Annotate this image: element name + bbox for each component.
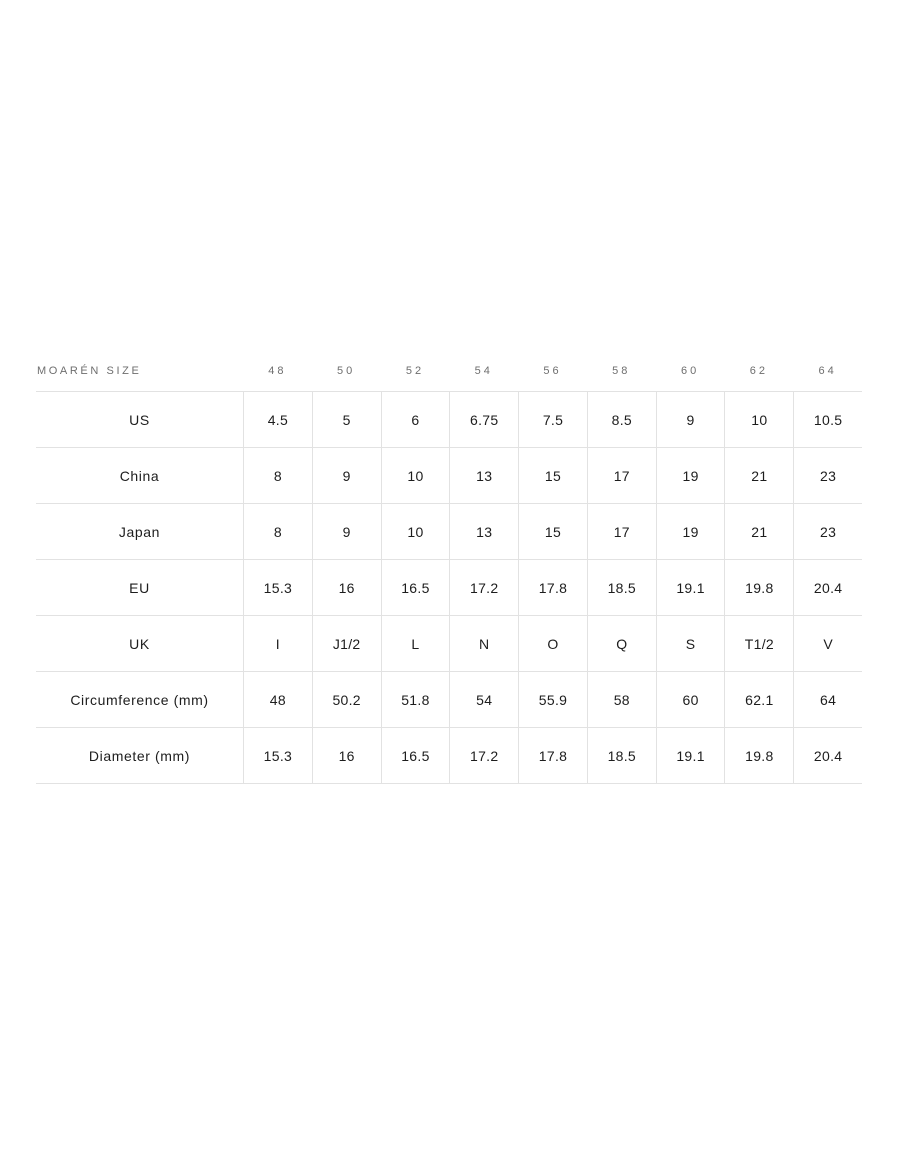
- table-cell: 17: [587, 504, 656, 559]
- table-cell: 10: [724, 392, 793, 447]
- table-cell: 50.2: [312, 672, 381, 727]
- table-cell: 8.5: [587, 392, 656, 447]
- size-column-header: 60: [680, 364, 700, 377]
- row-label: Diameter (mm): [88, 747, 191, 764]
- row-label: Japan: [118, 523, 161, 540]
- table-cell: 18.5: [587, 728, 656, 783]
- table-cell: V: [793, 616, 862, 671]
- row-label: China: [119, 467, 160, 484]
- table-cell: 15: [518, 448, 587, 503]
- table-row: [36, 447, 862, 503]
- table-cell: J1/2: [312, 616, 381, 671]
- size-column-header: 52: [405, 364, 425, 377]
- table-cell: 51.8: [381, 672, 450, 727]
- table-cell: 10: [381, 448, 450, 503]
- table-cell: 20.4: [793, 728, 862, 783]
- size-column-header: 56: [543, 364, 562, 377]
- table-cell: 15: [518, 504, 587, 559]
- size-column-header: 62: [749, 364, 768, 377]
- size-column-header: 54: [474, 364, 493, 377]
- table-cell: 62.1: [724, 672, 793, 727]
- table-cell: 64: [793, 672, 862, 727]
- size-column-header: 48: [268, 364, 287, 377]
- table-cell: 10.5: [793, 392, 862, 447]
- table-cell: 7.5: [518, 392, 587, 447]
- table-cell: 13: [449, 504, 518, 559]
- size-column-header: 50: [337, 364, 356, 377]
- chart-title: MOARÉN SIZE: [37, 364, 142, 377]
- table-cell: 23: [793, 504, 862, 559]
- table-cell: 10: [381, 504, 450, 559]
- table-cell: 9: [656, 392, 725, 447]
- table-cell: 9: [312, 448, 381, 503]
- size-column-header: 64: [818, 364, 837, 377]
- table-row: [36, 559, 862, 615]
- table-cell: 19: [656, 448, 725, 503]
- table-cell: 19.8: [724, 728, 793, 783]
- table-row: [36, 503, 862, 559]
- table-cell: I: [243, 616, 312, 671]
- table-cell: 19.1: [656, 728, 725, 783]
- table-cell: 21: [724, 504, 793, 559]
- table-cell: 6: [381, 392, 450, 447]
- table-cell: 60: [656, 672, 725, 727]
- table-cell: 19: [656, 504, 725, 559]
- chart-header-row: [36, 350, 862, 391]
- table-cell: 5: [312, 392, 381, 447]
- table-cell: 8: [243, 448, 312, 503]
- table-cell: 16.5: [381, 728, 450, 783]
- table-cell: 15.3: [243, 728, 312, 783]
- row-label: Circumference (mm): [70, 691, 209, 708]
- table-cell: 17: [587, 448, 656, 503]
- table-cell: Q: [587, 616, 656, 671]
- table-cell: 15.3: [243, 560, 312, 615]
- table-cell: 8: [243, 504, 312, 559]
- table-cell: 48: [243, 672, 312, 727]
- chart-body: [36, 391, 862, 784]
- table-cell: 16: [312, 728, 381, 783]
- table-row: [36, 391, 862, 447]
- table-row: [36, 671, 862, 727]
- table-cell: 16.5: [381, 560, 450, 615]
- table-cell: 23: [793, 448, 862, 503]
- table-cell: 55.9: [518, 672, 587, 727]
- table-cell: 17.2: [449, 728, 518, 783]
- table-cell: N: [449, 616, 518, 671]
- table-cell: 9: [312, 504, 381, 559]
- table-cell: 17.8: [518, 560, 587, 615]
- table-cell: 19.1: [656, 560, 725, 615]
- table-cell: 4.5: [243, 392, 312, 447]
- row-label: EU: [129, 579, 150, 596]
- table-cell: 17.8: [518, 728, 587, 783]
- table-cell: 20.4: [793, 560, 862, 615]
- table-cell: O: [518, 616, 587, 671]
- table-cell: 19.8: [724, 560, 793, 615]
- row-label: US: [129, 411, 150, 428]
- size-column-header: 58: [612, 364, 631, 377]
- table-cell: L: [381, 616, 450, 671]
- table-cell: 16: [312, 560, 381, 615]
- table-row: [36, 727, 862, 783]
- table-cell: 6.75: [449, 392, 518, 447]
- table-cell: 13: [449, 448, 518, 503]
- table-cell: 58: [587, 672, 656, 727]
- table-row: [36, 615, 862, 671]
- table-cell: 17.2: [449, 560, 518, 615]
- row-label: UK: [129, 635, 150, 652]
- ring-size-chart: [36, 350, 862, 784]
- table-cell: T1/2: [724, 616, 793, 671]
- table-cell: S: [656, 616, 725, 671]
- table-cell: 21: [724, 448, 793, 503]
- table-cell: 18.5: [587, 560, 656, 615]
- table-cell: 54: [449, 672, 518, 727]
